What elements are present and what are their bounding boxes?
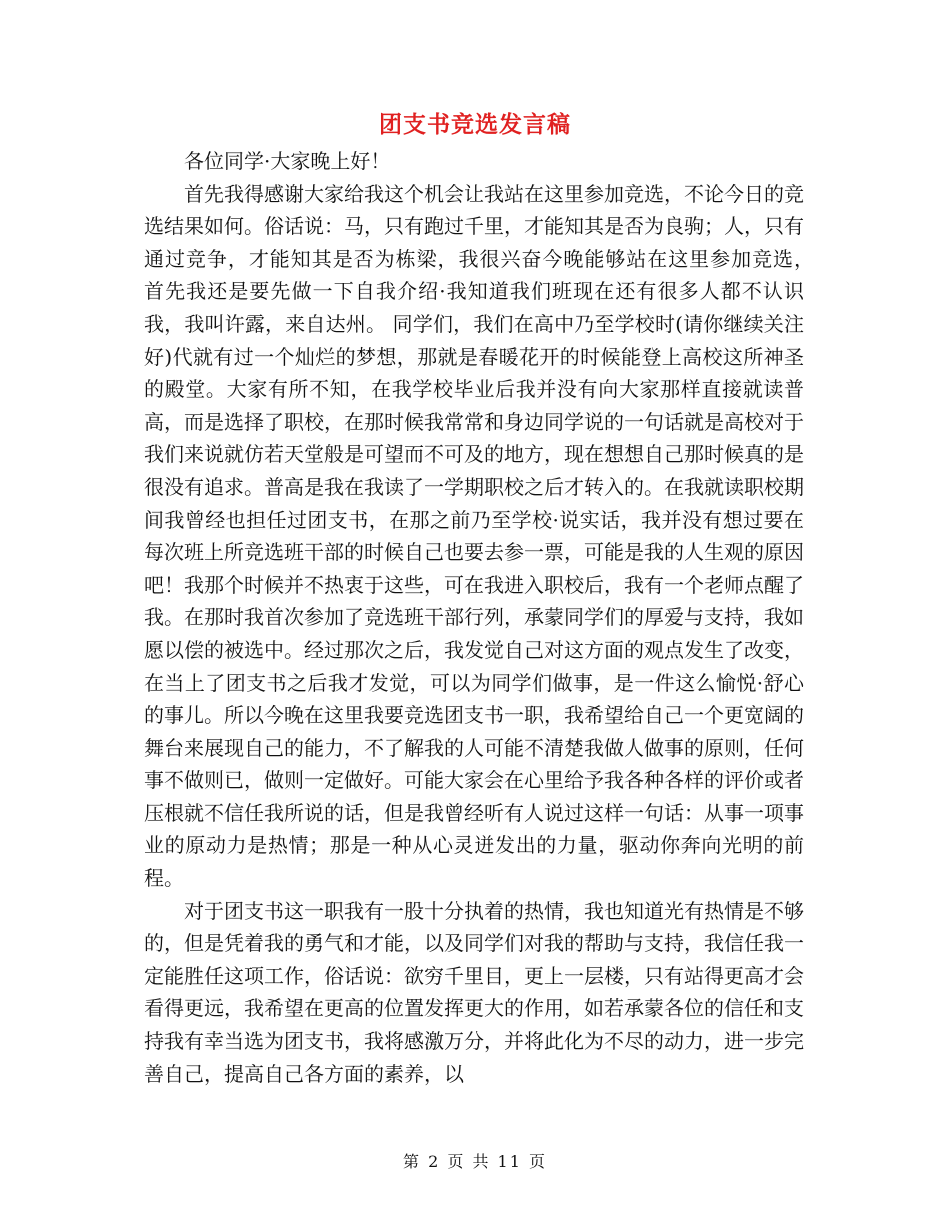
body-paragraph: 对于团支书这一职我有一股十分执着的热情，我也知道光有热情是不够的，但是凭着我的勇气和才能，以及同学们对我的帮助与支持，我信任我一定能胜任这项工作，俗话说：欲穷千里目，更上一层楼，只有站得更高才会看得更远，我希望在更高的位置发挥更大的作用，如若承蒙各位的信任和支持我有幸当选为团支书，我将感激万分，并将此化为不尽的动力，进一步完善自己，提高自己各方面的素养，以 [144, 898, 804, 1086]
page-number-footer: 第 2 页 共 11 页 [403, 1152, 547, 1171]
document-title: 团支书竞选发言稿 [379, 112, 571, 138]
body-paragraph: 首先我得感谢大家给我这个机会让我站在这里参加竞选，不论今日的竞选结果如何。俗话说：马，只有跑过千里，才能知其是否为良驹；人，只有通过竞争，才能知其是否为栋梁，我很兴奋今晚能够站在这里参加竞选， 首先我还是要先做一下自我介绍·我知道我们班现在还有很多人都不认识我，我叫许露，来自达州。 同学们，我们在高中乃至学校时(请你继续关注好)代就有过一个灿烂的梦想，那就是春暖花开的时候能登上高校这所神圣的殿堂。大家有所不知，在我学校毕业后我并没有向大家那样直接就读普高，而是选择了职校，在那时候我常常和身边同学说的一句话就是高校对于我们来说就仿若天堂般是可望而不可及的地方，现在想想自己那时候真的是很没有追求。普高是我在我读了一学期职校之后才转入的。在我就读职校期间我曾经也担任过团支书，在那之前乃至学校·说实话，我并没有想过要在每次班上所竞选班干部的时候自己也要去参一票，可能是我的人生观的原因吧！我那个时候并不热衷于这些，可在我进入职校后，我有一个老师点醒了我。在那时我首次参加了竞选班干部行列，承蒙同学们的厚爱与支持，我如愿以偿的被选中。经过那次之后，我发觉自己对这方面的观点发生了改变，在当上了团支书之后我才发觉，可以为同学们做事，是一件这么愉悦·舒心的事儿。所以今晚在这里我要竞选团支书一职，我希望给自己一个更宽阔的舞台来展现自己的能力，不了解我的人可能不清楚我做人做事的原则，任何事不做则已，做则一定做好。可能大家会在心里给予我各种各样的评价或者压根就不信任我所说的话，但是我曾经听有人说过这样一句话：从事一项事业的原动力是热情；那是一种从心灵迸发出的力量，驱动你奔向光明的前程。 [144, 181, 824, 891]
document-body [144, 145, 824, 1090]
greeting-paragraph: 各位同学·大家晚上好！ [184, 149, 391, 173]
